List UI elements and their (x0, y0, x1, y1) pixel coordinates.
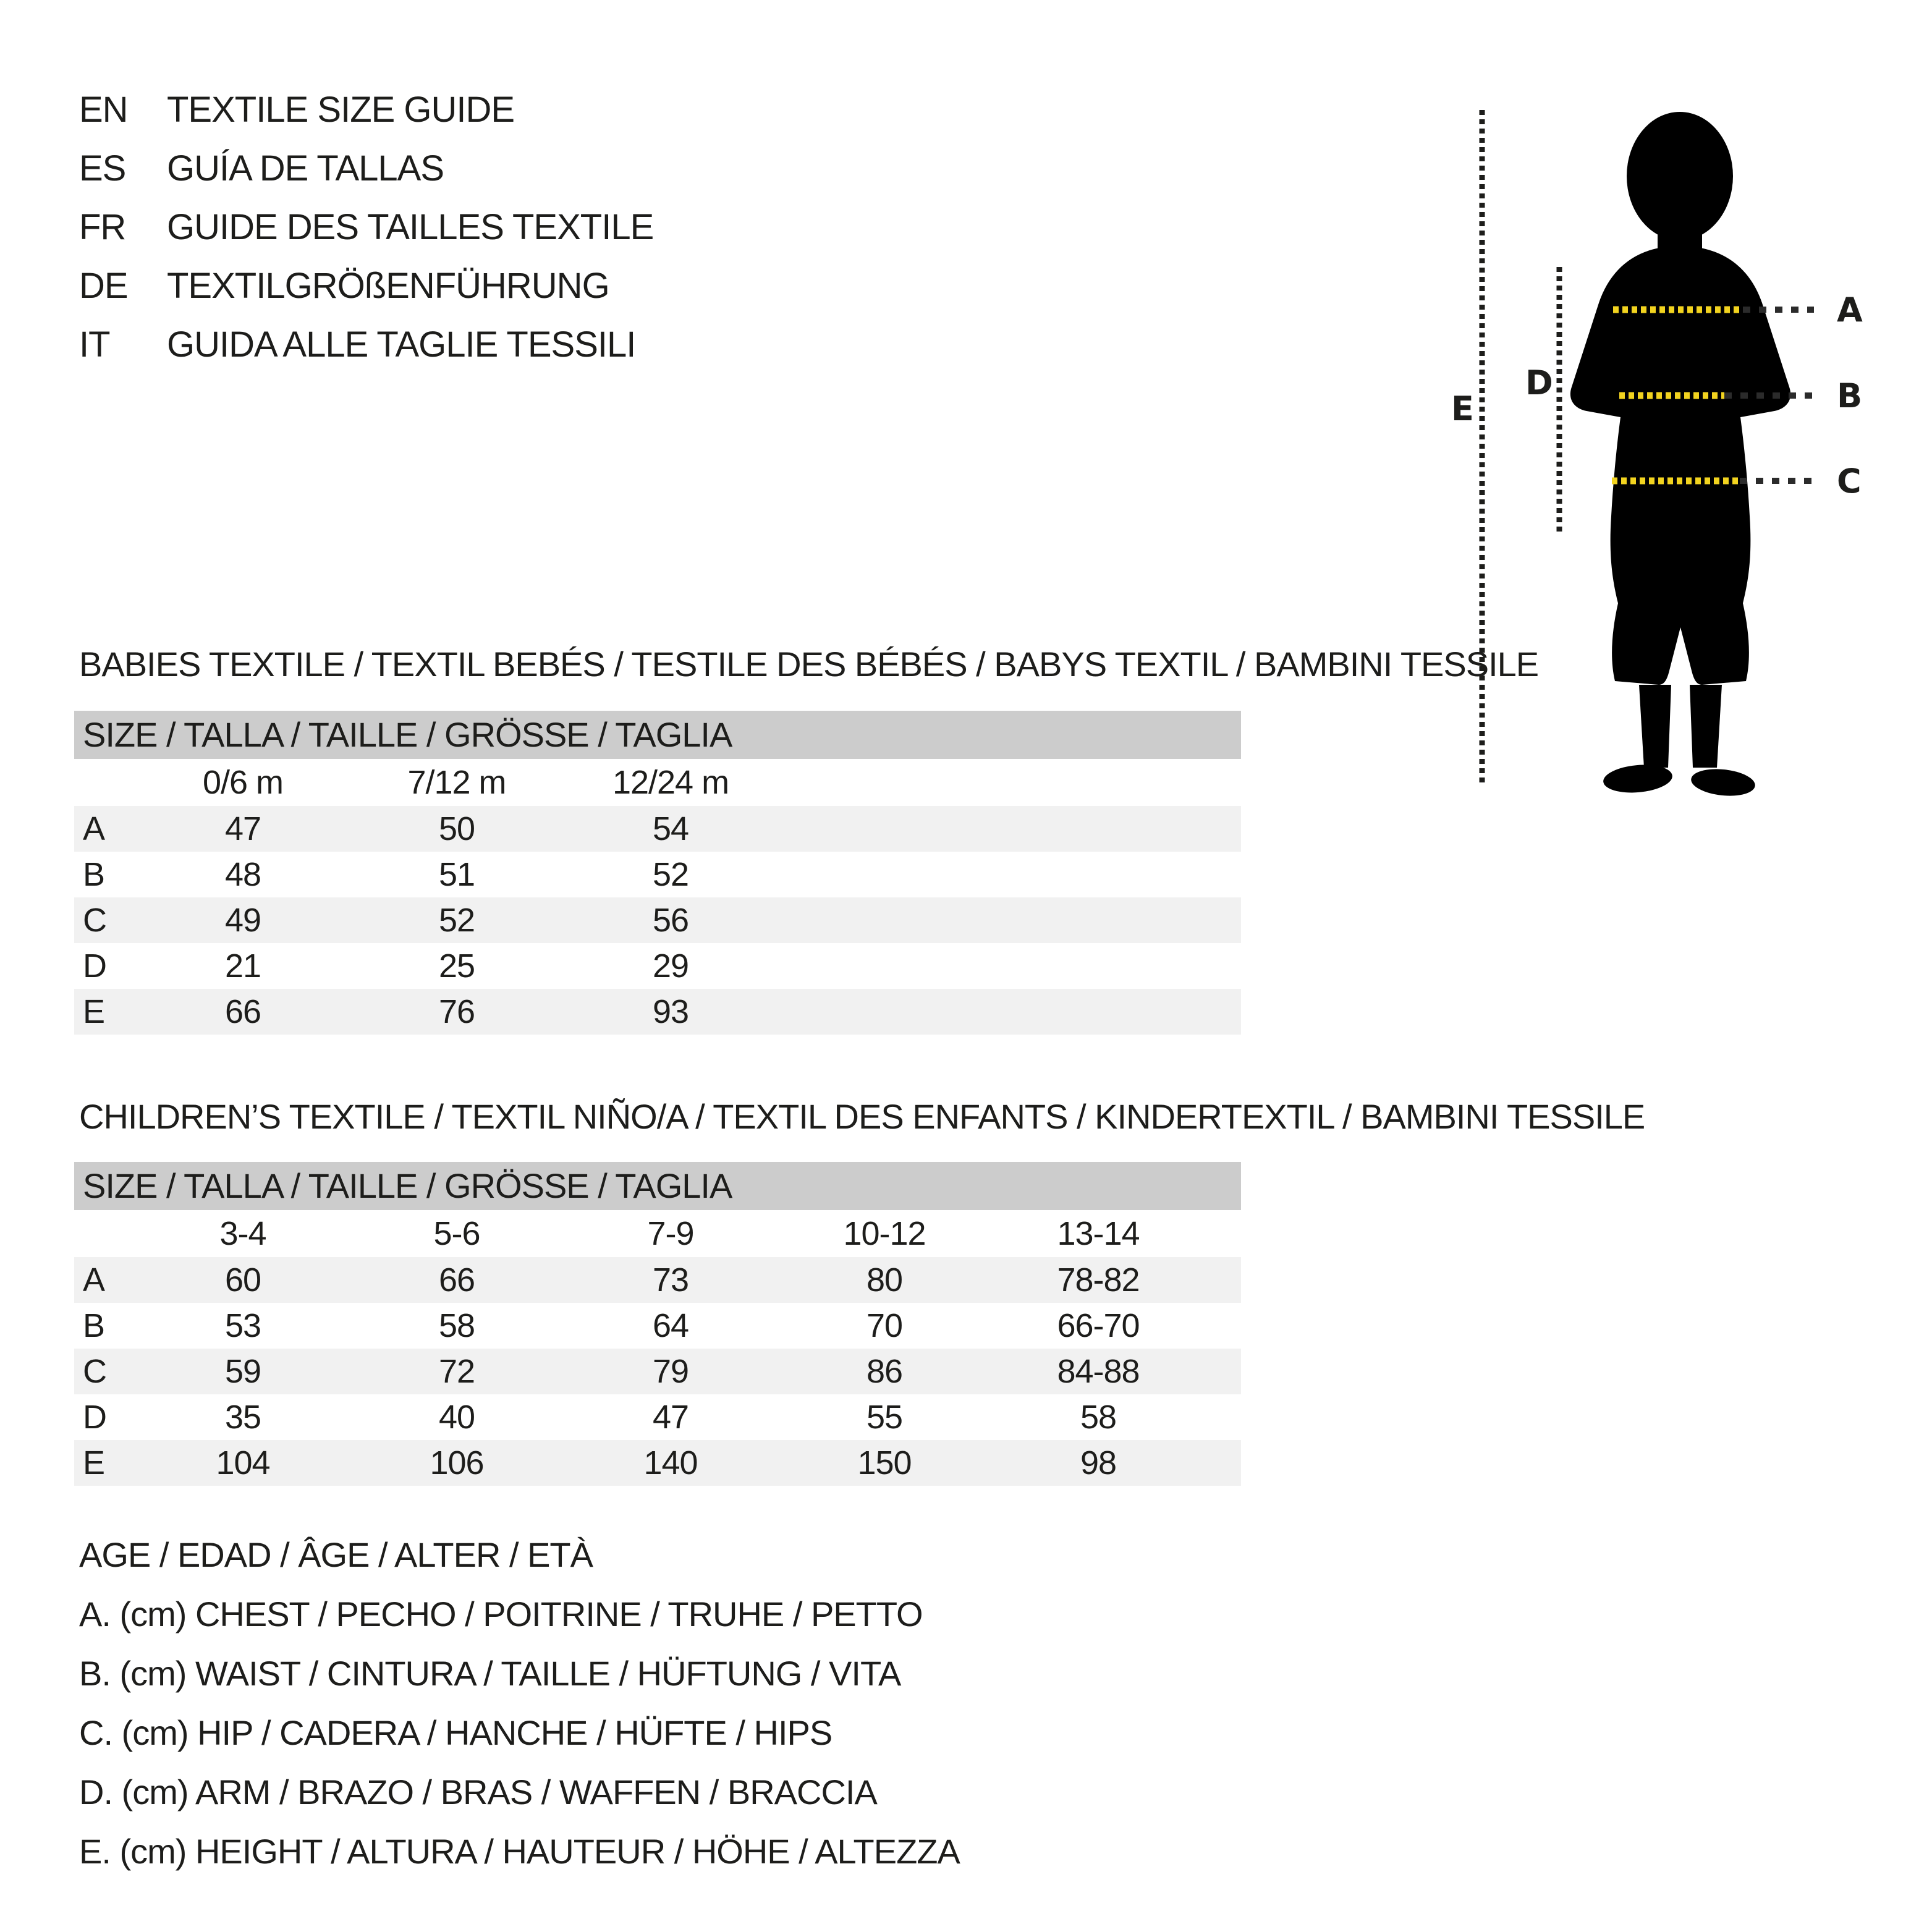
cell-value: 72 (438, 1353, 475, 1390)
cell-value: 49 (224, 902, 261, 939)
label-height-e: E (1451, 389, 1473, 428)
column-header: 12/24 m (612, 764, 729, 801)
cell-value: 40 (438, 1399, 475, 1436)
label-hip-c: C (1837, 462, 1861, 501)
legend-item-arm: D. (cm) ARM / BRAZO / BRAS / WAFFEN / BRACCIA (79, 1773, 877, 1811)
table-row (74, 989, 1241, 1035)
row-label: B (83, 1307, 105, 1344)
language-title: TEXTILGRÖßENFÜHRUNG (167, 266, 609, 306)
table-row (74, 897, 1241, 943)
size-header-bar: SIZE / TALLA / TAILLE / GRÖSSE / TAGLIA (74, 711, 1241, 759)
language-code: DE (79, 266, 128, 306)
cell-value: 80 (866, 1261, 903, 1299)
language-code: IT (79, 324, 110, 365)
cell-value: 50 (438, 810, 475, 847)
row-label: B (83, 856, 105, 893)
language-title: GUÍA DE TALLAS (167, 148, 444, 189)
cell-value: 47 (652, 1399, 689, 1436)
cell-value: 66 (438, 1261, 475, 1299)
row-label: C (83, 902, 106, 939)
measurement-figure (1434, 49, 1928, 803)
cell-value: 48 (224, 856, 261, 893)
cell-value: 66-70 (1057, 1307, 1140, 1344)
row-label: D (83, 947, 106, 985)
row-label: E (83, 993, 105, 1030)
table-row (74, 1303, 1241, 1349)
cell-value: 54 (652, 810, 689, 847)
row-label: A (83, 1261, 105, 1299)
cell-value: 59 (224, 1353, 261, 1390)
cell-value: 52 (652, 856, 689, 893)
measurement-legend (79, 1525, 960, 1881)
children-size-table (74, 1162, 1241, 1486)
column-header: 5-6 (433, 1215, 480, 1252)
table-row (74, 1257, 1241, 1303)
row-label: A (83, 810, 105, 847)
cell-value: 56 (652, 902, 689, 939)
cell-value: 93 (652, 993, 689, 1030)
table-column-header (74, 1210, 1241, 1257)
cell-value: 64 (652, 1307, 689, 1344)
cell-value: 52 (438, 902, 475, 939)
cell-value: 47 (224, 810, 261, 847)
cell-value: 35 (224, 1399, 261, 1436)
cell-value: 55 (866, 1399, 903, 1436)
cell-value: 79 (652, 1353, 689, 1390)
legend-item-hip: C. (cm) HIP / CADERA / HANCHE / HÜFTE / HIPS (79, 1713, 833, 1752)
language-title: TEXTILE SIZE GUIDE (167, 90, 515, 130)
legend-age: AGE / EDAD / ÂGE / ALTER / ETÀ (79, 1535, 593, 1574)
cell-value: 58 (1080, 1399, 1117, 1436)
cell-value: 76 (438, 993, 475, 1030)
cell-value: 58 (438, 1307, 475, 1344)
cell-value: 73 (652, 1261, 689, 1299)
legend-item-chest: A. (cm) CHEST / PECHO / POITRINE / TRUHE / PETTO (79, 1595, 923, 1633)
language-row-de (79, 256, 653, 315)
table-row (74, 806, 1241, 852)
label-chest-a: A (1837, 290, 1862, 329)
cell-value: 25 (438, 947, 475, 985)
table-row (74, 943, 1241, 989)
table-row (74, 1440, 1241, 1486)
child-silhouette (1570, 112, 1790, 799)
language-row-es (79, 139, 653, 198)
language-code: ES (79, 148, 126, 189)
legend-item-waist: B. (cm) WAIST / CINTURA / TAILLE / HÜFTUNG / VITA (79, 1654, 901, 1693)
cell-value: 60 (224, 1261, 261, 1299)
table-row (74, 1349, 1241, 1394)
cell-value: 29 (652, 947, 689, 985)
column-header: 7-9 (647, 1215, 694, 1252)
cell-value: 78-82 (1057, 1261, 1140, 1299)
cell-value: 70 (866, 1307, 903, 1344)
table-row (74, 852, 1241, 897)
label-arm-d: D (1525, 363, 1553, 402)
cell-value: 53 (224, 1307, 261, 1344)
language-row-fr (79, 198, 653, 256)
cell-value: 21 (224, 947, 261, 985)
babies-size-table (74, 711, 1241, 1035)
size-header-bar: SIZE / TALLA / TAILLE / GRÖSSE / TAGLIA (74, 1162, 1241, 1210)
language-code: EN (79, 90, 128, 130)
label-waist-b: B (1837, 376, 1862, 415)
language-title-list (79, 80, 653, 374)
legend-item-height: E. (cm) HEIGHT / ALTURA / HAUTEUR / HÖHE / ALTEZZA (79, 1832, 960, 1871)
cell-value: 104 (216, 1444, 270, 1481)
column-header: 3-4 (219, 1215, 266, 1252)
language-code: FR (79, 207, 126, 247)
children-section-title: CHILDREN’S TEXTILE / TEXTIL NIÑO/A / TEXTIL DES ENFANTS / KINDERTEXTIL / BAMBINI TESSILE (79, 1097, 1645, 1136)
row-label: E (83, 1444, 105, 1481)
row-label: C (83, 1353, 106, 1390)
row-label: D (83, 1399, 106, 1436)
table-row (74, 1394, 1241, 1440)
column-header: 0/6 m (202, 764, 284, 801)
cell-value: 51 (438, 856, 475, 893)
language-title: GUIDE DES TAILLES TEXTILE (167, 207, 654, 247)
cell-value: 66 (224, 993, 261, 1030)
column-header: 10-12 (843, 1215, 926, 1252)
cell-value: 140 (643, 1444, 698, 1481)
column-header: 7/12 m (407, 764, 506, 801)
cell-value: 84-88 (1057, 1353, 1140, 1390)
language-row-en (79, 80, 653, 139)
babies-section-title: BABIES TEXTILE / TEXTIL BEBÉS / TESTILE DES BÉBÉS / BABYS TEXTIL / BAMBINI TESSILE (79, 645, 1539, 684)
cell-value: 106 (430, 1444, 484, 1481)
column-header: 13-14 (1057, 1215, 1140, 1252)
cell-value: 98 (1080, 1444, 1117, 1481)
table-column-header (74, 759, 1241, 806)
language-title: GUIDA ALLE TAGLIE TESSILI (167, 324, 636, 365)
language-row-it (79, 315, 653, 374)
cell-value: 86 (866, 1353, 903, 1390)
cell-value: 150 (857, 1444, 912, 1481)
